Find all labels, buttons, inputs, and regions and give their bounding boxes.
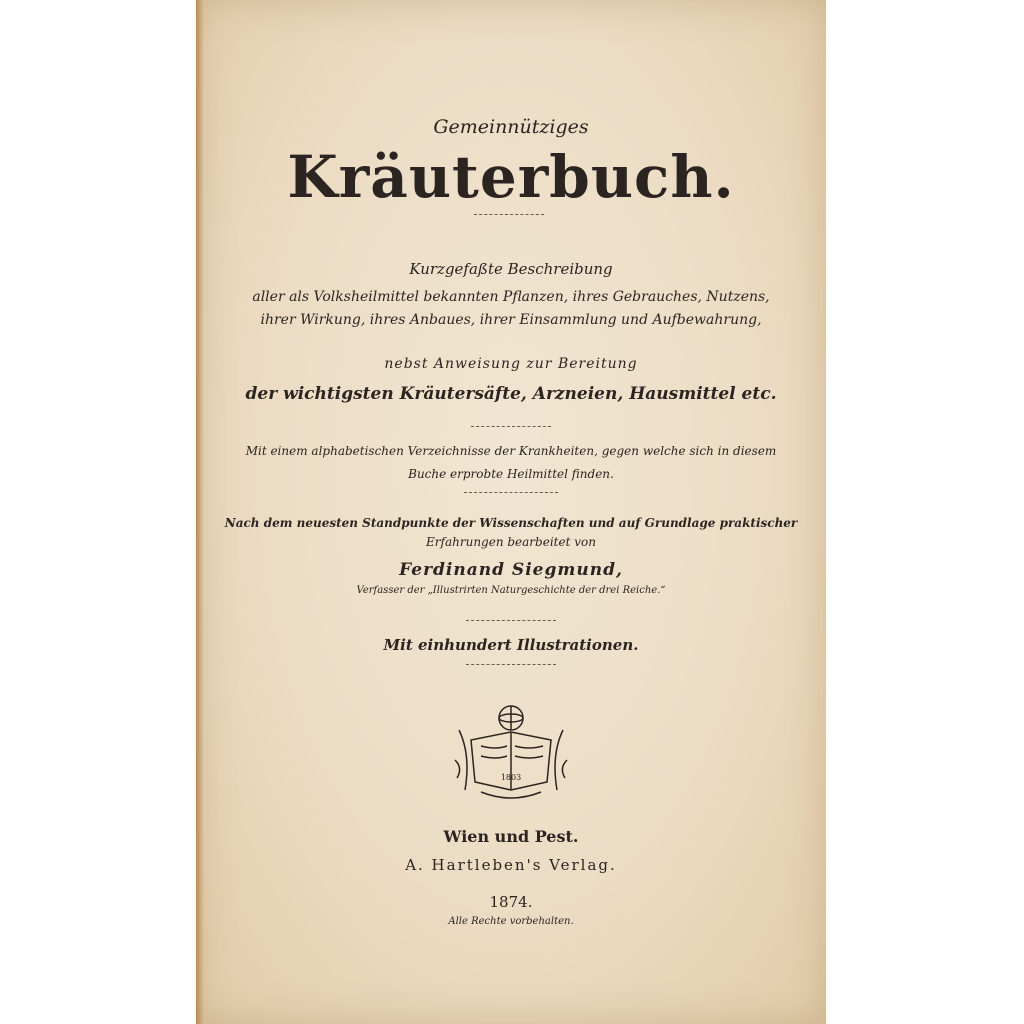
subtitle-line: ihrer Wirkung, ihres Anbaues, ihrer Einsammlung und Aufbewahrung, [260, 312, 762, 328]
basis-line: Erfahrungen bearbeitet von [426, 535, 596, 549]
publication-year: 1874. [489, 893, 533, 911]
basis-line: Nach dem neuesten Standpunkte der Wissenschaften und auf Grundlage praktischer [224, 516, 798, 530]
book-page [196, 0, 826, 1024]
page-edge [196, 0, 204, 1024]
illustrations-note: Mit einhundert Illustrationen. [383, 636, 639, 654]
ornament-divider [466, 664, 556, 666]
publisher: A. Hartleben's Verlag. [405, 856, 617, 874]
publisher-emblem-icon [451, 700, 571, 805]
pre-title: Gemeinnütziges [433, 116, 589, 138]
author-name: Ferdinand Siegmund, [399, 560, 623, 580]
ornament-divider [471, 426, 551, 428]
ornament-divider [464, 492, 558, 494]
ornament-divider [474, 214, 544, 216]
subtitle-line: nebst Anweisung zur Bereitung [384, 356, 638, 372]
ornament-divider [466, 620, 556, 622]
index-note: Buche erprobte Heilmittel finden. [408, 467, 614, 481]
index-note: Mit einem alphabetischen Verzeichnisse der Krankheiten, gegen welche sich in diesem [245, 444, 777, 458]
emblem-year: 1803 [500, 773, 522, 782]
city: Wien und Pest. [443, 827, 579, 846]
subtitle-emphasis: der wichtigsten Kräutersäfte, Arzneien, Hausmittel etc. [245, 384, 777, 404]
subtitle-lead: Kurzgefaßte Beschreibung [409, 260, 613, 278]
rights-note: Alle Rechte vorbehalten. [448, 916, 574, 927]
book-title: Kräuterbuch. [287, 143, 735, 211]
author-note: Verfasser der „Illustrirten Naturgeschichte der drei Reiche.“ [356, 585, 666, 596]
subtitle-line: aller als Volksheilmittel bekannten Pflanzen, ihres Gebrauches, Nutzens, [252, 289, 770, 305]
